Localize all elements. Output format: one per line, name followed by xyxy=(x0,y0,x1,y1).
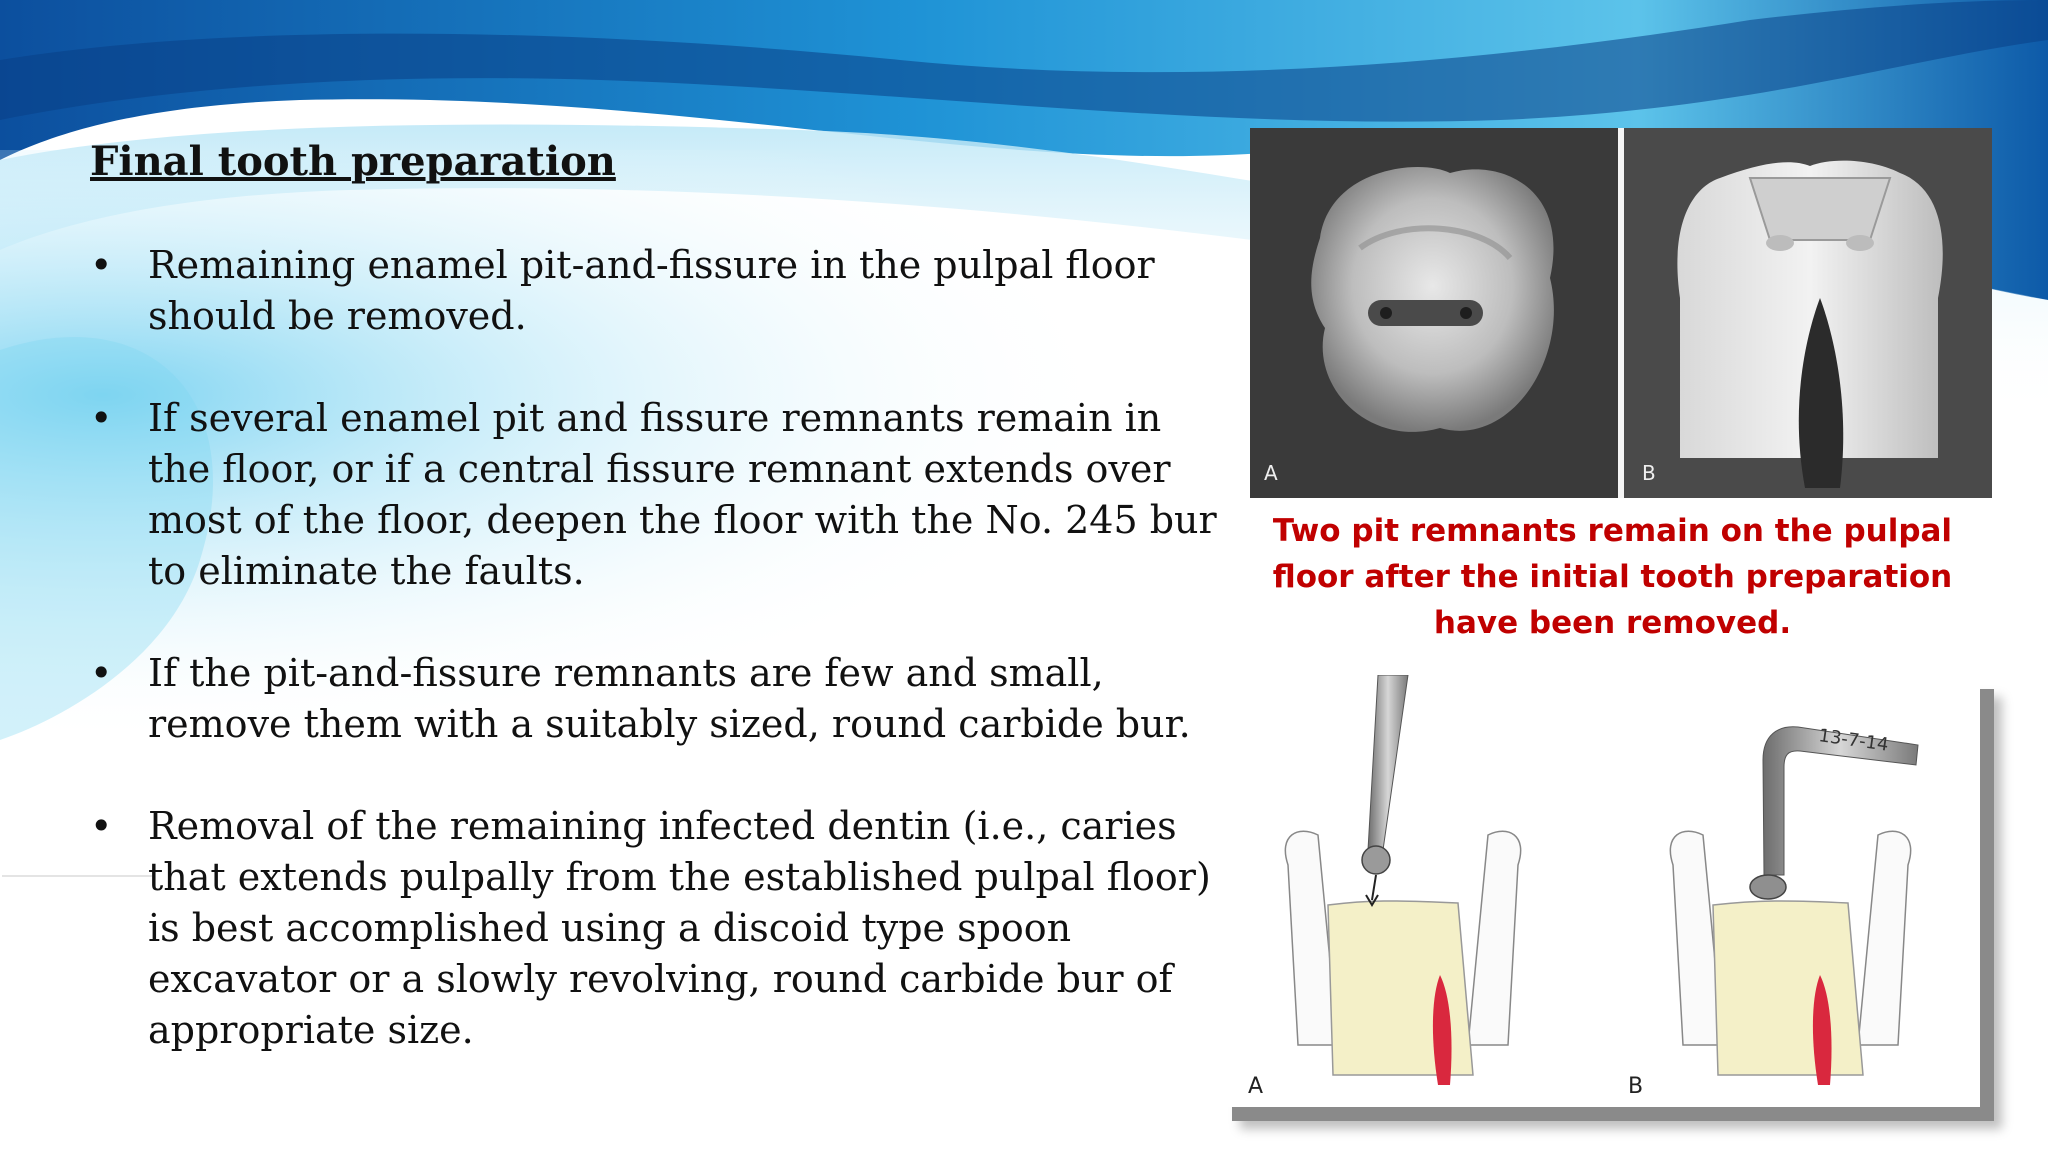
bullet-item xyxy=(90,393,1220,597)
slide-title: Final tooth preparation xyxy=(90,138,616,185)
occlusal-tooth-image xyxy=(1311,167,1554,432)
panel-divider xyxy=(1618,128,1624,498)
bullet-text: Removal of the remaining infected dentin (i.e., caries that extends pulpally from the established pulpal floor) is best accomplished using a discoid type spoon excavator or a slowly revolving, round carbide bur of appropriate size. xyxy=(148,804,1211,1052)
bullet-item xyxy=(90,240,1220,342)
bullet-text: If the pit-and-fissure remnants are few and small, remove them with a suitably sized, round carbide bur. xyxy=(148,651,1191,746)
instrument-diagram-figure xyxy=(1218,675,1980,1107)
panel-label-a: A xyxy=(1248,1074,1264,1099)
bullet-marker: • xyxy=(90,396,113,440)
panel-label-b: B xyxy=(1642,461,1656,485)
sectioned-tooth-image xyxy=(1677,161,1942,488)
panel-label-b: B xyxy=(1628,1074,1644,1099)
bullet-text: Remaining enamel pit-and-fissure in the pulpal floor should be removed. xyxy=(148,243,1155,338)
bullet-marker: • xyxy=(90,243,113,287)
bullet-marker: • xyxy=(90,651,113,695)
bullet-list xyxy=(90,240,1220,1107)
bullet-item xyxy=(90,801,1220,1056)
panel-label-a: A xyxy=(1264,461,1278,485)
bullet-item xyxy=(90,648,1220,750)
figure-caption: Two pit remnants remain on the pulpal floor after the initial tooth preparation have been removed. xyxy=(1272,513,1953,641)
bullet-marker: • xyxy=(90,804,113,848)
bullet-text: If several enamel pit and fissure remnants remain in the floor, or if a central fissure remnant extends over most of the floor, deepen the floor with the No. 245 bur to eliminate the faults. xyxy=(148,396,1217,593)
instrument-number-label: 13-7-14 xyxy=(1817,725,1890,756)
tooth-photo-figure xyxy=(1250,128,1992,498)
